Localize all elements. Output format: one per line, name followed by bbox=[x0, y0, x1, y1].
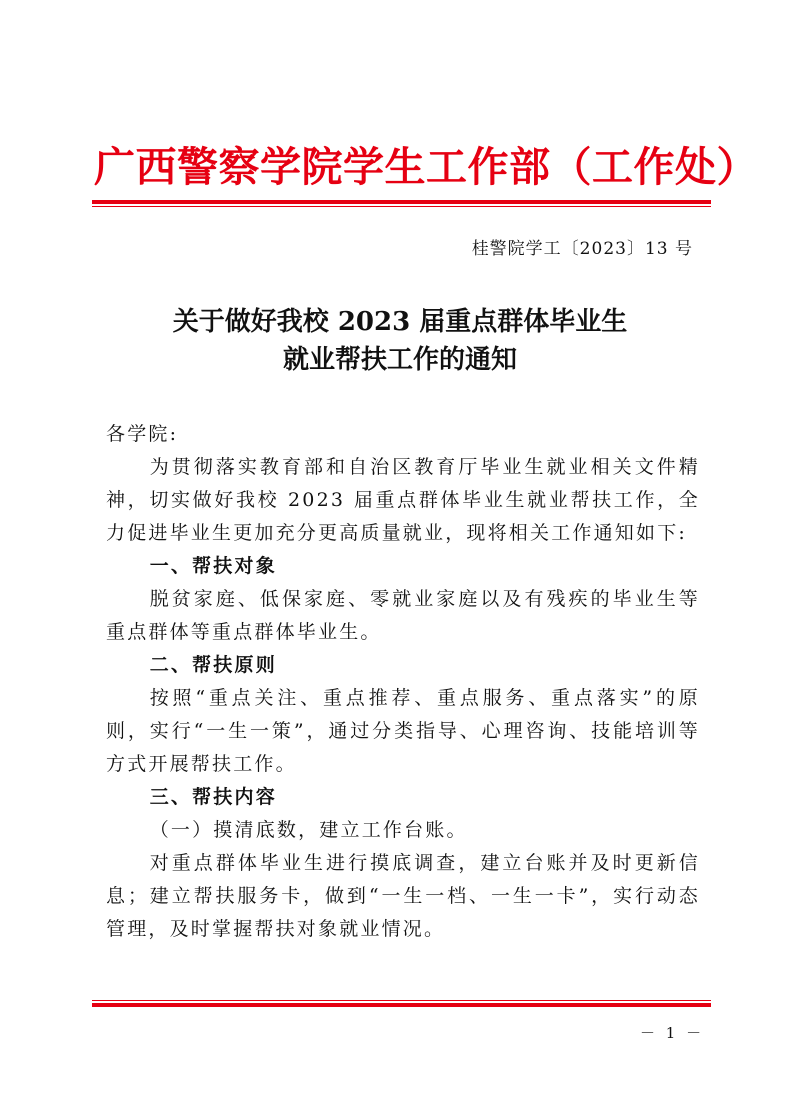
intro-paragraph: 为贯彻落实教育部和自治区教育厅毕业生就业相关文件精神，切实做好我校 2023 届重点群体毕业生就业帮扶工作，全力促进毕业生更加充分更高质量就业，现将相关工作通知如下: bbox=[106, 456, 700, 544]
document-number: 桂警院学工〔2023〕13 号 bbox=[471, 239, 693, 259]
footer-divider-thick bbox=[92, 1003, 711, 1007]
page-number: － 1 － bbox=[640, 1024, 705, 1042]
salutation: 各学院: bbox=[106, 423, 179, 445]
document-body bbox=[106, 418, 700, 946]
issuer-header-title: 广西警察学院学生工作部（工作处） bbox=[94, 143, 758, 191]
document-title-line-2: 就业帮扶工作的通知 bbox=[282, 345, 517, 375]
section-heading-targets: 一、帮扶对象 bbox=[149, 555, 277, 577]
section-heading-principles: 二、帮扶原则 bbox=[149, 654, 277, 676]
subsection-heading-1: （一）摸清底数，建立工作台账。 bbox=[149, 819, 468, 841]
content-paragraph-1: 对重点群体毕业生进行摸底调查，建立台账并及时更新信息；建立帮扶服务卡，做到“一生一档、一生一卡”，实行动态管理，及时掌握帮扶对象就业情况。 bbox=[106, 852, 700, 940]
targets-paragraph: 脱贫家庭、低保家庭、零就业家庭以及有残疾的毕业生等重点群体等重点群体毕业生。 bbox=[106, 588, 700, 643]
header-divider-thick bbox=[92, 200, 711, 204]
footer-divider-thin bbox=[92, 1000, 711, 1001]
section-heading-content: 三、帮扶内容 bbox=[149, 786, 277, 808]
principles-paragraph: 按照“重点关注、重点推荐、重点服务、重点落实”的原则，实行“一生一策”，通过分类指导、心理咨询、技能培训等方式开展帮扶工作。 bbox=[106, 687, 700, 775]
header-divider-thin bbox=[92, 206, 711, 207]
document-title-line-1: 关于做好我校 2023 届重点群体毕业生 bbox=[172, 307, 628, 337]
